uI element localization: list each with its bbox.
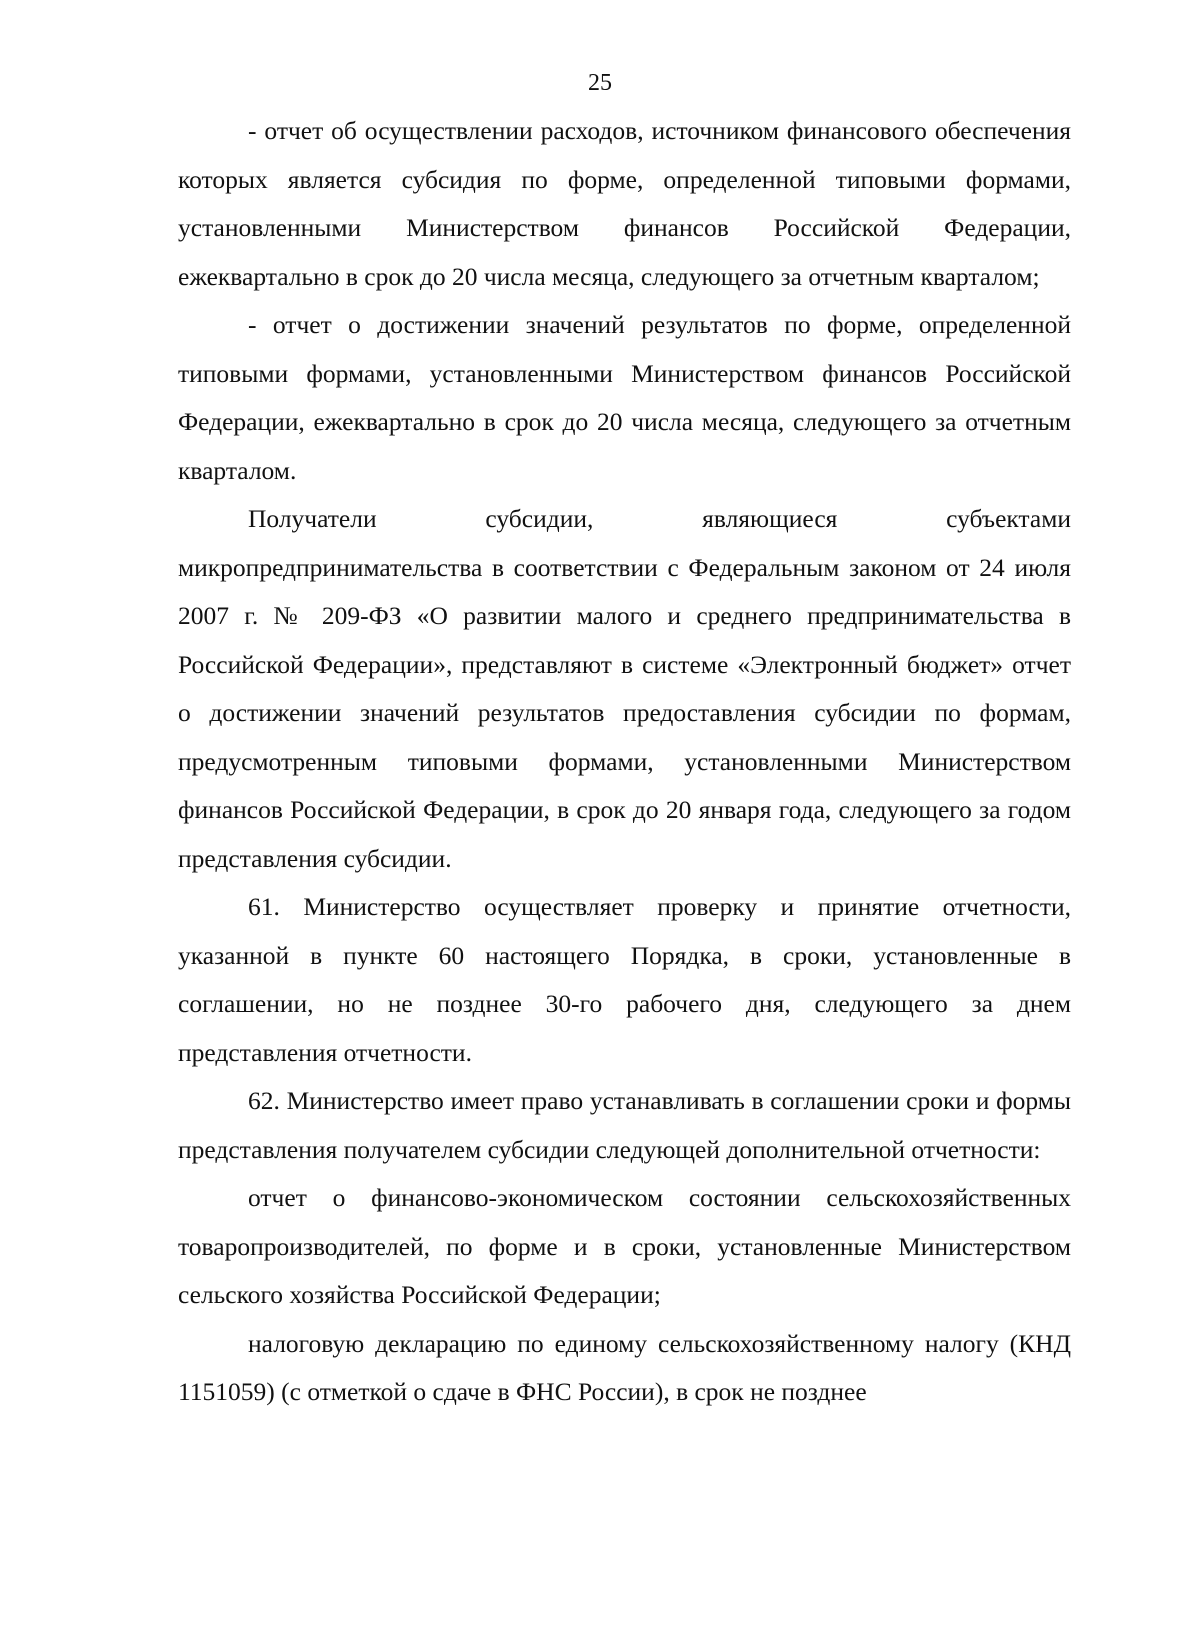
paragraph-item-61: 61. Министерство осуществляет проверку и принятие отчетности, указанной в пункте 60 настоящего Порядка, в сроки, установленные в соглашении, но не позднее 30-го рабочего дня, следующего за днем представления отчетности. — [178, 892, 1071, 1067]
page-number: 25 — [588, 70, 612, 96]
document-body — [178, 107, 1071, 1417]
paragraph-expense-report: - отчет об осуществлении расходов, источником финансового обеспечения которых является субсидия по форме, определенной типовыми формами, установленными Министерством финансов Российской Федерации, ежеквартально в срок до 20 числа месяца, следующего за отчетным кварталом; — [178, 116, 1071, 291]
paragraph-microenterprise-recipients: Получатели субсидии, являющиеся субъектами микропредпринимательства в соответствии с Федеральным законом от 24 июля 2007 г. № 209-ФЗ «О развитии малого и среднего предпринимательства в Российской Федерации», представляют в системе «Электронный бюджет» отчет о достижении значений результатов предоставления субсидии по формам, предусмотренным типовыми формами, установленными Министерством финансов Российской Федерации, в срок до 20 января года, следующего за годом представления субсидии. — [178, 504, 1071, 873]
paragraph-item-62: 62. Министерство имеет право устанавливать в соглашении сроки и формы представления получателем субсидии следующей дополнительной отчетности: — [178, 1086, 1071, 1164]
paragraph-financial-state-report: отчет о финансово-экономическом состоянии сельскохозяйственных товаропроизводителей, по форме и в сроки, установленные Министерством сельского хозяйства Российской Федерации; — [178, 1183, 1071, 1309]
paragraph-results-report: - отчет о достижении значений результатов по форме, определенной типовыми формами, установленными Министерством финансов Российской Федерации, ежеквартально в срок до 20 числа месяца, следующего за отчетным кварталом. — [178, 310, 1071, 485]
paragraph-tax-declaration: налоговую декларацию по единому сельскохозяйственному налогу (КНД 1151059) (с отметкой о сдаче в ФНС России), в срок не позднее — [178, 1328, 1071, 1406]
